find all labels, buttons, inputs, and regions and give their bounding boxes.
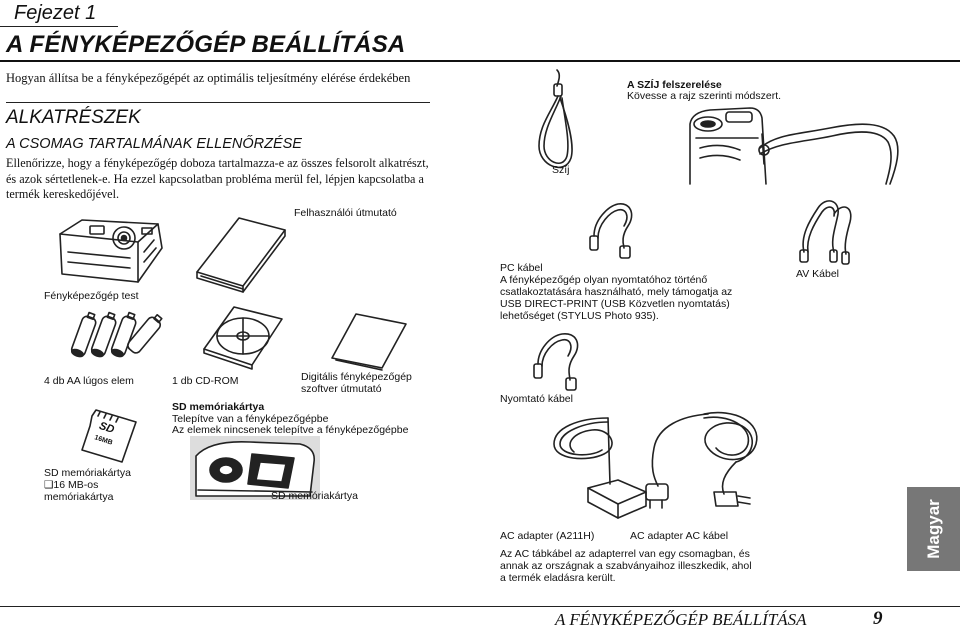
software-guide-illustration (330, 312, 410, 370)
footer-title: A FÉNYKÉPEZŐGÉP BEÁLLÍTÁSA (555, 610, 807, 629)
manual-label: Felhasználói útmutató (294, 207, 397, 219)
section-rule (6, 102, 430, 103)
sd-card-label-3: memóriakártya (44, 491, 114, 503)
chapter-label: Fejezet 1 (14, 2, 97, 24)
pc-cable-line-1: A fényképezőgép olyan nyomtatóhoz történő (500, 274, 708, 286)
strap-label: Szíj (552, 164, 570, 176)
pc-cable-line-4: lehetőséget (STYLUS Photo 935). (500, 310, 659, 322)
sd-card-title: SD memóriakártya (172, 401, 265, 413)
section-subtitle: A CSOMAG TARTALMÁNAK ELLENŐRZÉSE (6, 136, 302, 152)
pc-cable-illustration (584, 196, 644, 260)
sd-card-label-1: SD memóriakártya (44, 467, 131, 479)
strap-attach-illustration (680, 104, 910, 188)
manual-illustration (193, 214, 289, 292)
title-rule (0, 60, 960, 62)
ac-cable-label: AC adapter AC kábel (630, 530, 729, 542)
printer-cable-label: Nyomtató kábel (500, 393, 573, 405)
ac-cable-illustration (624, 404, 774, 512)
sd-card-note-1: Telepítve van a fényképezőgépbe (172, 413, 329, 425)
pc-cable-line-2: csatlakoztatására használható, mely támogatja az (500, 286, 733, 298)
cdrom-illustration (202, 305, 284, 369)
batteries-label: 4 db AA lúgos elem (44, 375, 134, 387)
page-title: A FÉNYKÉPEZŐGÉP BEÁLLÍTÁSA (6, 31, 406, 58)
batteries-illustration (68, 310, 158, 366)
sd-card-label-2: ❑16 MB-os (44, 479, 99, 491)
software-guide-label-2: szoftver útmutató (301, 383, 382, 395)
av-cable-label: AV Kábel (796, 268, 839, 280)
sd-slot-label: SD memóriakártya (271, 490, 358, 502)
pc-cable-line-3: USB DIRECT-PRINT (USB Közvetlen nyomtatás) (500, 298, 730, 310)
cdrom-label: 1 db CD-ROM (172, 375, 239, 387)
ac-note-line-3: a termék eladásra került. (500, 572, 616, 584)
footer-rule (0, 606, 960, 607)
sd-card-capacity-print: 16MB (93, 434, 114, 447)
camera-body-illustration (54, 212, 166, 290)
intro-text: Hogyan állítsa be a fényképezőgépét az optimális teljesítmény elérése érdekében (6, 71, 411, 85)
software-guide-label-1: Digitális fényképezőgép (301, 371, 412, 383)
pc-cable-title: PC kábel (500, 262, 543, 274)
language-tab (907, 487, 960, 571)
section-title: ALKATRÉSZEK (6, 107, 141, 128)
page-number: 9 (873, 608, 883, 629)
chapter-rule (0, 26, 118, 27)
sd-card-print: SD (97, 419, 116, 437)
sd-card-note-2: Az elemek nincsenek telepítve a fényképezőgépbe (172, 424, 409, 436)
language-tab-label: Magyar (923, 499, 943, 559)
section-paragraph: Ellenőrizze, hogy a fényképezőgép doboza tartalmazza-e az összes felsorolt alkatrészt, és azok sértetlenek-e. Ha ezzel kapcsolatban probléma merül fel, lépjen kapcsolatba a termék kereskedőjével. (6, 156, 429, 201)
ac-note-line-1: Az AC tábkábel az adapterrel van egy csomagban, és (500, 548, 750, 560)
camera-body-label: Fényképezőgép test (44, 290, 139, 302)
strap-heading: A SZÍJ felszerelése (627, 79, 722, 91)
strap-instruction: Kövesse a rajz szerinti módszert. (627, 90, 782, 102)
av-cable-illustration (796, 196, 858, 264)
printer-cable-illustration (526, 330, 592, 392)
ac-note-line-2: annak az országnak a szabványaihoz illeszkedik, ahol (500, 560, 752, 572)
ac-adapter-label: AC adapter (A211H) (500, 530, 595, 542)
